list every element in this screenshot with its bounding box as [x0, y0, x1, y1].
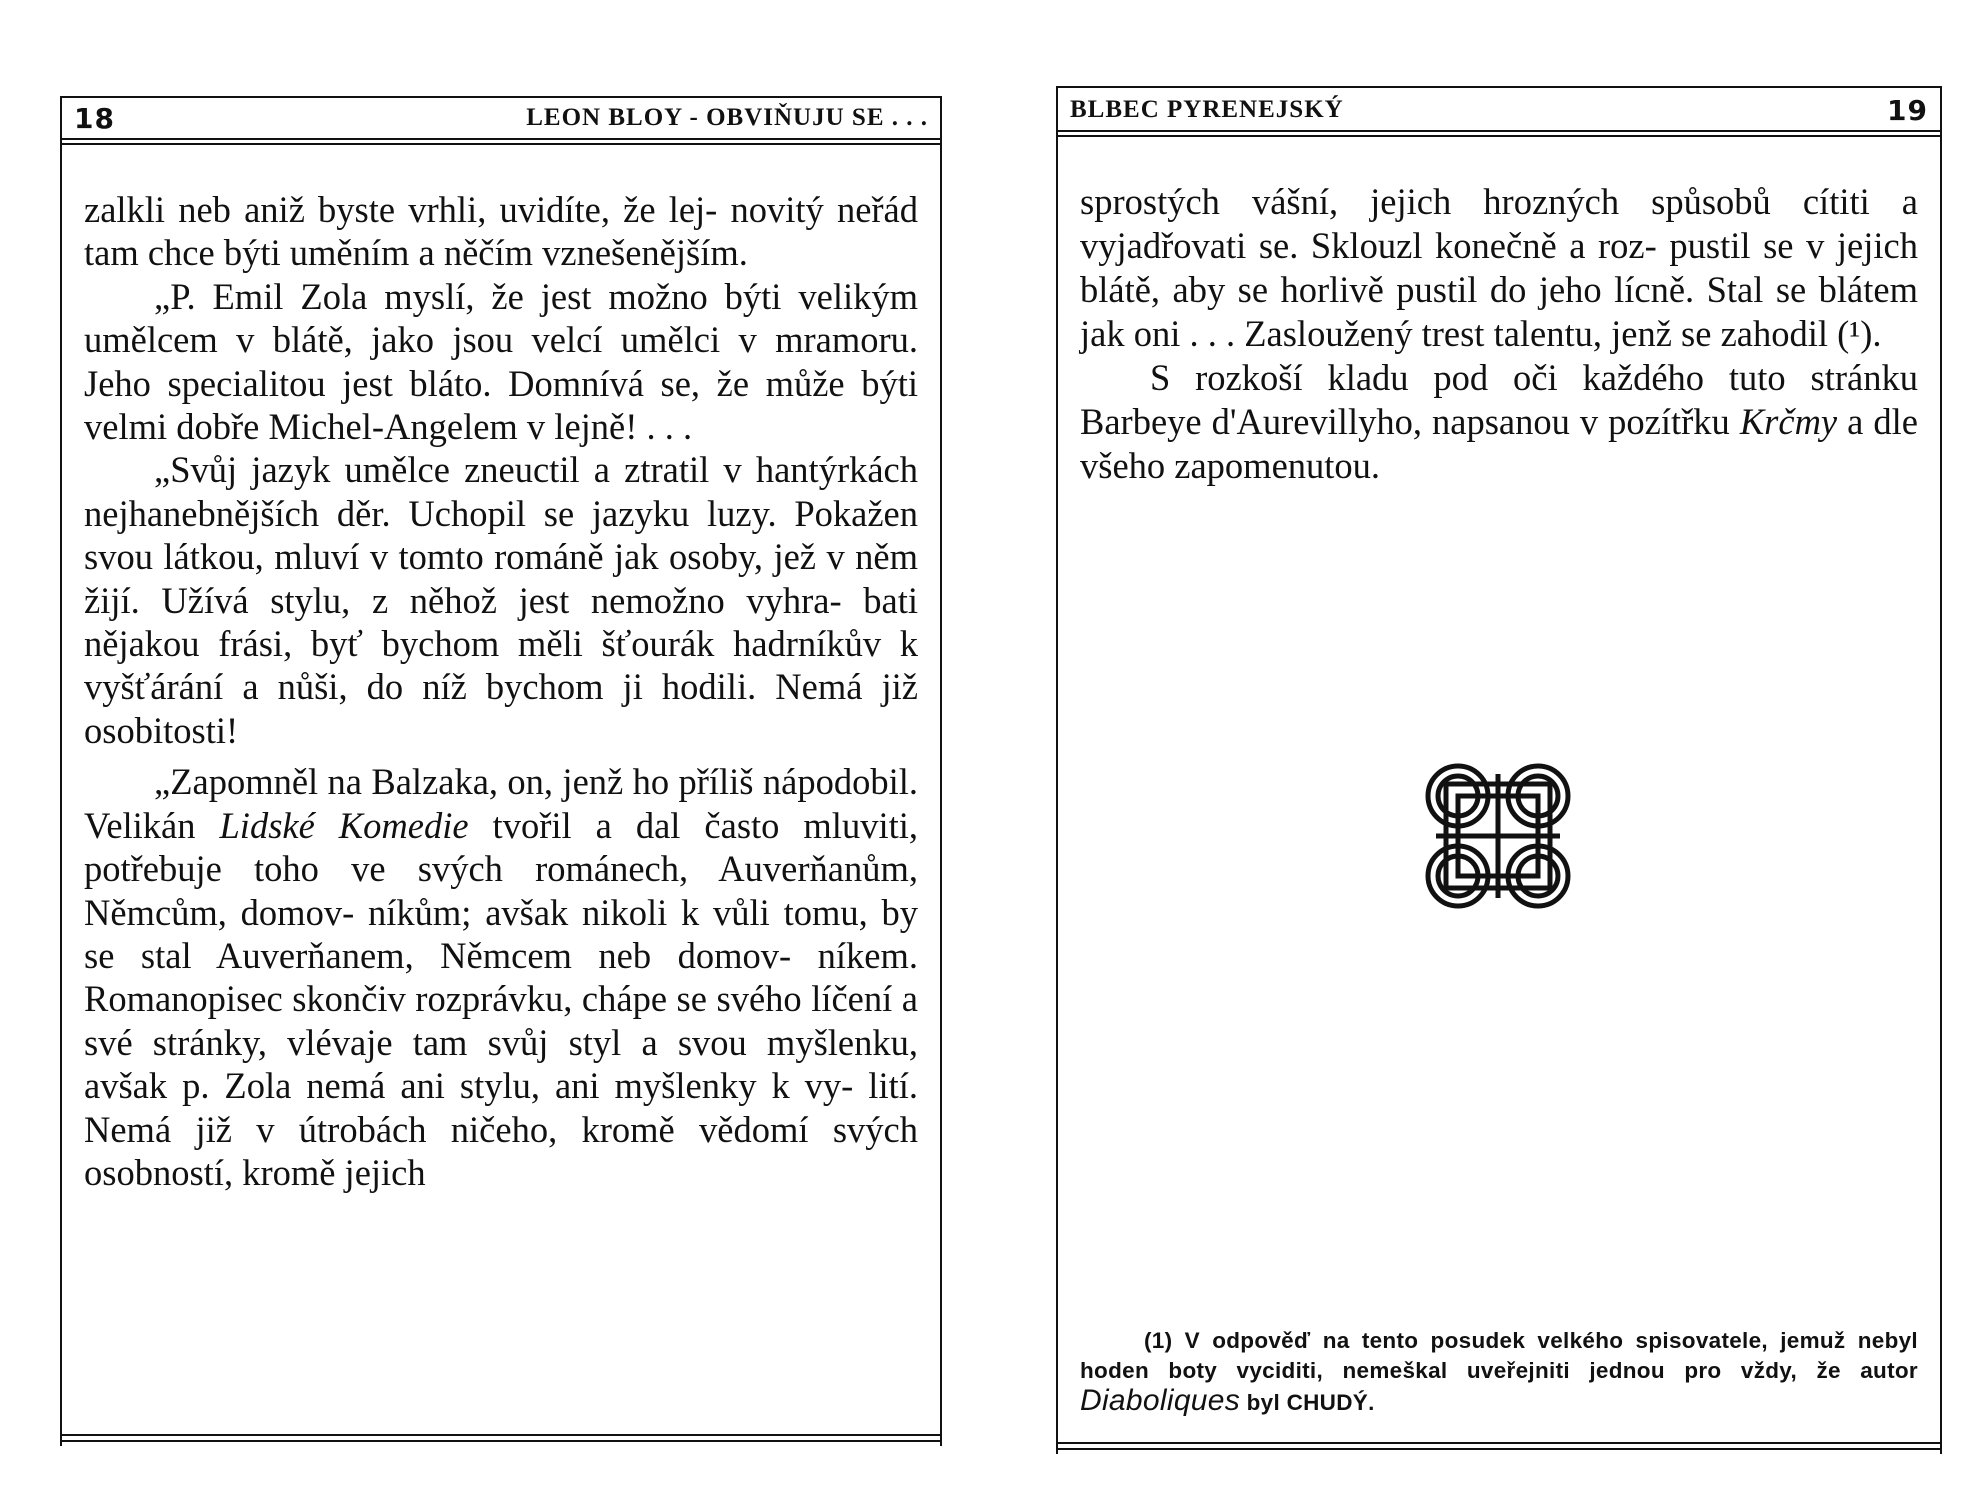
left-page-header [74, 100, 928, 136]
page-number: 18 [74, 101, 115, 135]
header-top-rule [62, 96, 940, 98]
footer-rule [62, 1434, 940, 1436]
footer-rule-double [1058, 1448, 1940, 1450]
right-page [1056, 86, 1942, 1454]
paragraph-text: tvořil a dal často mluviti, potřebuje toho ve svých románech, Auverňanům, Němcům, domov- níkům; avšak nikoli k vůli tomu, by se stal Auverňanem, Němcem neb domov- níkem. Romanopisec skončiv rozprávku, chápe se svého líčení a své stránky, vlévaje tam svůj styl a svou myšlenku, avšak p. Zola nemá ani stylu, ani myšlenky k vy- lití. Nemá již v útrobách ničeho, kromě vědomí svých osobností, kromě jejich [84, 804, 918, 1193]
header-rule [1058, 130, 1940, 132]
left-page [60, 96, 942, 1446]
paragraph-text: „Zapomněl na Balzaka, on, jenž ho příliš nápodobil. Velikán [84, 761, 918, 846]
paragraph-text: a dle všeho zapomenutou. [1080, 401, 1918, 486]
right-page-header [1070, 92, 1928, 128]
paragraph: zalkli neb aniž byste vrhli, uvidíte, že lej- novitý neřád tam chce býti uměním a něčím vznešenějším. [84, 189, 918, 274]
page-number: 19 [1887, 93, 1928, 127]
running-head: LEON BLOY - OBVIŇUJU SE . . . [526, 104, 928, 131]
footnote-text-part: (1) V odpověď na tento posudek velkého spisovatele, jemuž nebyl hoden boty vyciditi, nemeškal uveřejniti jednou pro vždy, že autor [1080, 1328, 1918, 1383]
header-rule-double [62, 143, 940, 145]
header-rule [62, 138, 940, 140]
footer-rule [1058, 1442, 1940, 1444]
header-rule-double [1058, 135, 1940, 137]
paragraph [84, 760, 918, 1194]
header-top-rule [1058, 86, 1940, 88]
footnote [1080, 1326, 1918, 1418]
paragraph [1080, 356, 1918, 488]
paragraph: „Svůj jazyk umělce zneuctil a ztratil v hantýrkách nejhanebnějších děr. Uchopil se jazyku luzy. Pokažen svou látkou, mluví v tomto románě jak osoby, jež v něm žijí. Užívá stylu, z něhož jest nemožno vyhra- bati nějakou frási, byť bychom měli šťourák hadrníkův k vyšťárání a nůši, do níž bychom ji hodili. Nemá již osobitosti! [84, 449, 918, 751]
book-title: Diaboliques [1080, 1384, 1241, 1417]
footer-rule-double [62, 1440, 940, 1442]
left-page-body [84, 188, 918, 1194]
footnote-text [1080, 1326, 1918, 1418]
book-title: Lidské Komedie [219, 804, 469, 846]
paragraph: sprostých vášní, jejich hrozných spůsobů cítiti a vyjadřovati se. Sklouzl konečně a roz- pustil se v jejich blátě, aby se horlivě pustil do jeho lícně. Stal se blátem jak oni . . . Zasloužený trest talentu, jenž se zahodil (¹). [1080, 181, 1918, 354]
celtic-knot-icon [1418, 756, 1578, 916]
right-page-body [1080, 180, 1918, 488]
paragraph: „P. Emil Zola myslí, že jest možno býti velikým umělcem v blátě, jako jsou velcí umělci v mramoru. Jeho specialitou jest bláto. Domnívá se, že může býti velmi dobře Michel-Angelem v lejně! . . . [84, 275, 918, 448]
footnote-text-part: byl CHUDÝ. [1240, 1390, 1375, 1415]
book-title: Krčmy [1739, 401, 1838, 442]
running-head: BLBEC PYRENEJSKÝ [1070, 96, 1344, 123]
paragraph-text: S rozkoší kladu pod oči každého tuto stránku Barbeye d'Aurevillyho, napsanou v pozítřku [1080, 357, 1918, 442]
